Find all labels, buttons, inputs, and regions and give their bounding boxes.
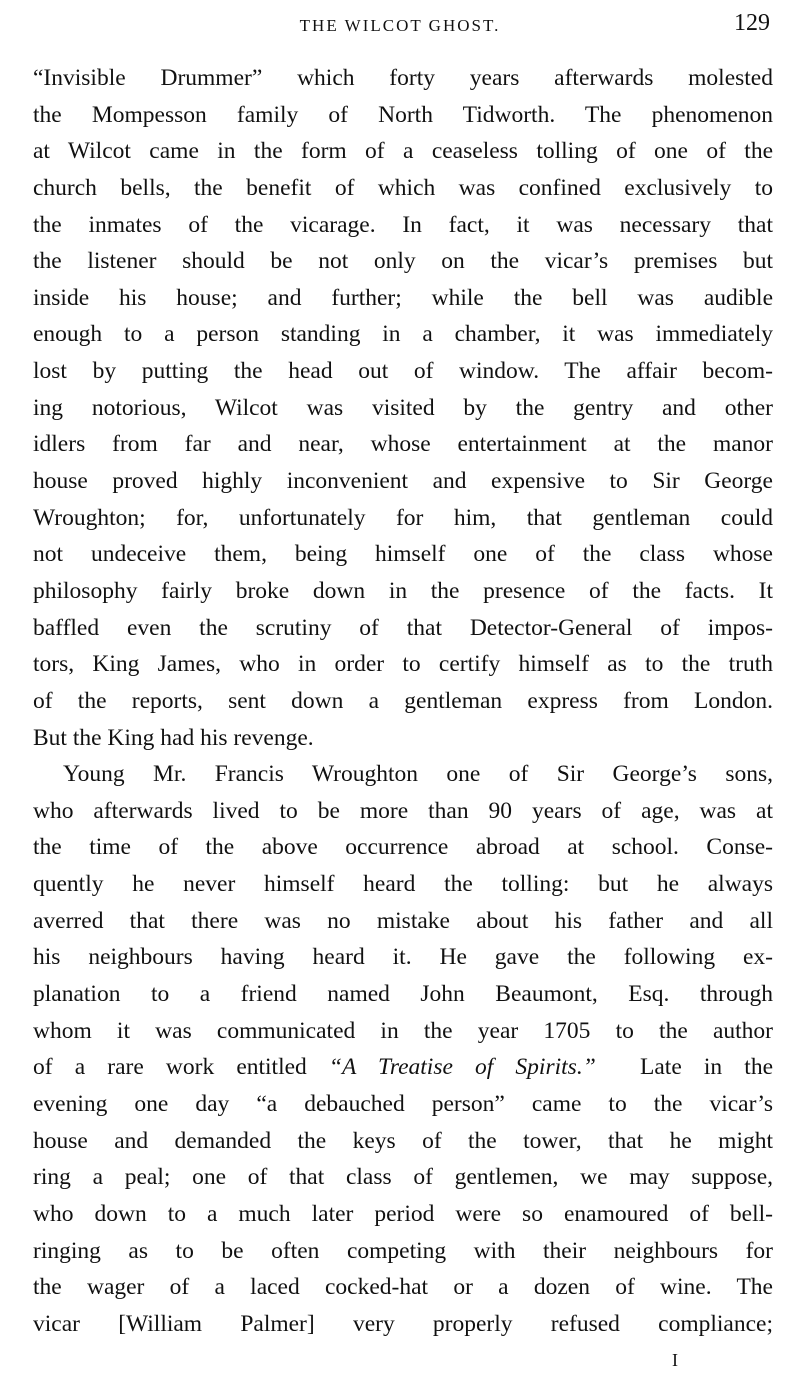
text-line: the inmates of the vicarage. In fact, it was necessary that <box>33 211 773 238</box>
line-text-after: Late in the <box>595 1054 773 1081</box>
signature-mark: I <box>672 1350 678 1371</box>
text-line: “Invisible Drummer” which forty years afterwards molested <box>33 65 773 91</box>
text-line: the Mompesson family of North Tidworth. The phenomenon <box>33 101 773 128</box>
running-title: THE WILCOT GHOST. <box>299 16 501 35</box>
text-line: house and demanded the keys of the tower, that he might <box>33 1127 773 1154</box>
text-line: the listener should be not only on the vicar’s premises but <box>33 248 773 275</box>
text-line: ing notorious, Wilcot was visited by the gentry and other <box>33 394 773 421</box>
text-line: his neighbours having heard it. He gave the following ex- <box>33 944 773 971</box>
text-line: baffled even the scrutiny of that Detector-General of impos- <box>33 614 773 641</box>
book-title: “A Treatise of Spirits.” <box>328 1054 596 1081</box>
text-line: house proved highly inconvenient and expensive to Sir George <box>33 468 773 495</box>
text-line: the wager of a laced cocked-hat or a dozen of wine. The <box>33 1274 773 1301</box>
text-line: evening one day “a debauched person” came to the vicar’s <box>33 1090 773 1117</box>
running-head <box>0 10 800 42</box>
text-line: ringing as to be often competing with their neighbours for <box>33 1237 773 1264</box>
text-line: philosophy fairly broke down in the presence of the facts. It <box>33 577 773 604</box>
text-line: lost by putting the head out of window. The affair becom- <box>33 358 773 385</box>
text-line: quently he never himself heard the tolling: but he always <box>33 871 773 898</box>
text-line: But the King had his revenge. <box>33 724 314 751</box>
text-line: who down to a much later period were so enamoured of bell- <box>33 1200 773 1227</box>
page-number: 129 <box>734 10 770 36</box>
text-line: vicar [William Palmer] very properly refused compliance; <box>33 1310 773 1337</box>
text-line: inside his house; and further; while the bell was audible <box>33 284 773 311</box>
text-line: whom it was communicated in the year 1705 to the author <box>33 1017 773 1044</box>
text-line: averred that there was no mistake about his father and all <box>33 907 773 934</box>
text-line: tors, King James, who in order to certify himself as to the truth <box>33 651 773 678</box>
text-line: enough to a person standing in a chamber, it was immediately <box>33 321 773 348</box>
text-line: at Wilcot came in the form of a ceaseless tolling of one of the <box>33 138 773 165</box>
line-text-before: of a rare work entitled <box>33 1054 329 1081</box>
text-line: church bells, the benefit of which was confined exclusively to <box>33 174 773 201</box>
body-text <box>33 60 773 1379</box>
text-line: ring a peal; one of that class of gentlemen, we may suppose, <box>33 1164 773 1191</box>
text-line: who afterwards lived to be more than 90 years of age, was at <box>33 797 773 824</box>
text-line: planation to a friend named John Beaumont, Esq. through <box>33 981 773 1008</box>
text-line: not undeceive them, being himself one of the class whose <box>33 541 773 568</box>
text-line: of the reports, sent down a gentleman express from London. <box>33 687 773 714</box>
text-line: the time of the above occurrence abroad at school. Conse- <box>33 834 773 861</box>
text-line: idlers from far and near, whose entertainment at the manor <box>33 431 773 458</box>
text-line: Young Mr. Francis Wroughton one of Sir George’s sons, <box>63 761 773 788</box>
text-line: Wroughton; for, unfortunately for him, that gentleman could <box>33 504 773 531</box>
text-line-with-title <box>33 1049 773 1086</box>
